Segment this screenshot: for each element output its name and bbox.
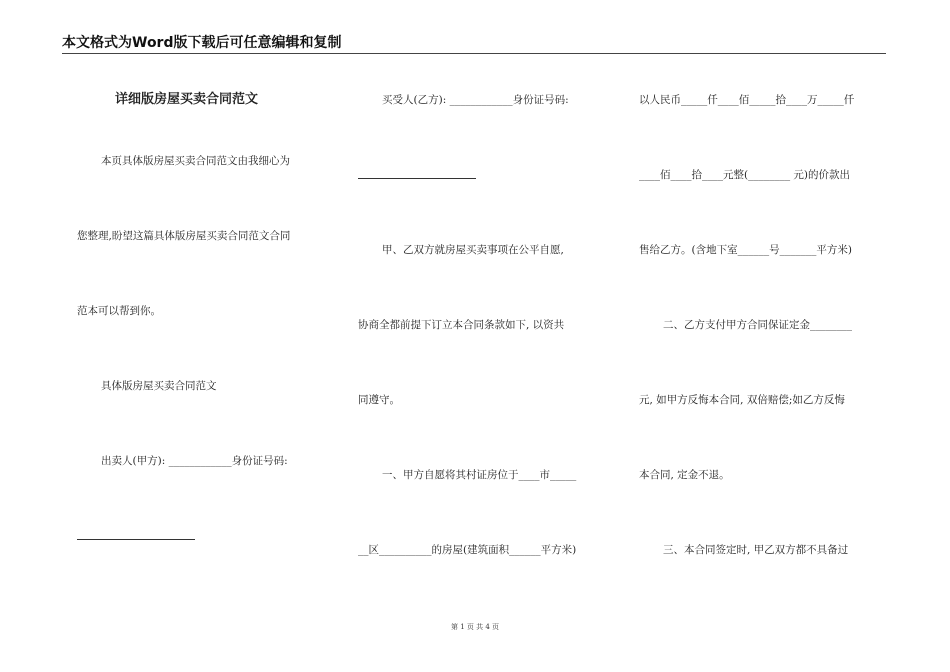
clause-2-line-1: 二、乙方支付甲方合同保证定金________ (663, 319, 852, 331)
buyer-line: 买受人(乙方): ____________身份证号码: (382, 94, 569, 106)
clause-3-line-1: 三、本合同签定时, 甲乙双方都不具备过 (663, 544, 849, 556)
agreement-line-2: 协商全都前提下订立本合同条款如下, 以资共 (358, 319, 565, 331)
buyer-id-blank (358, 178, 476, 179)
agreement-line-1: 甲、乙双方就房屋买卖事项在公平自愿, (382, 244, 564, 256)
price-line-3: 售给乙方。(含地下室______号_______平方米) (639, 244, 852, 256)
contract-subtitle: 具体版房屋买卖合同范文 (101, 380, 217, 392)
intro-line-3: 范本可以帮到你。 (77, 305, 161, 317)
intro-line-2: 您整理,盼望这篇具体版房屋买卖合同范文合同 (77, 230, 291, 242)
clause-2-line-3: 本合同, 定金不退。 (639, 469, 730, 481)
clause-2-line-2: 元, 如甲方反悔本合同, 双倍赔偿;如乙方反悔 (639, 394, 845, 406)
header-divider (62, 53, 886, 54)
page-number: 第 1 页 共 4 页 (450, 623, 500, 631)
seller-line: 出卖人(甲方): ____________身份证号码: (101, 455, 288, 467)
intro-line-1: 本页具体版房屋买卖合同范文由我细心为 (101, 155, 290, 167)
seller-id-blank (77, 539, 195, 540)
price-line-2: ____佰____拾____元整(________ 元)的价款出 (639, 169, 851, 181)
document-header: 本文格式为Word版下载后可任意编辑和复制 (62, 35, 342, 51)
document-title: 详细版房屋买卖合同范文 (115, 92, 259, 107)
clause-1-line-2: __区__________的房屋(建筑面积______平方米) (358, 544, 577, 556)
price-line-1: 以人民币_____仟____佰_____拾____万_____仟 (639, 94, 855, 106)
clause-1-line-1: 一、甲方自愿将其村证房位于____市_____ (382, 469, 577, 481)
agreement-line-3: 同遵守。 (358, 394, 400, 406)
